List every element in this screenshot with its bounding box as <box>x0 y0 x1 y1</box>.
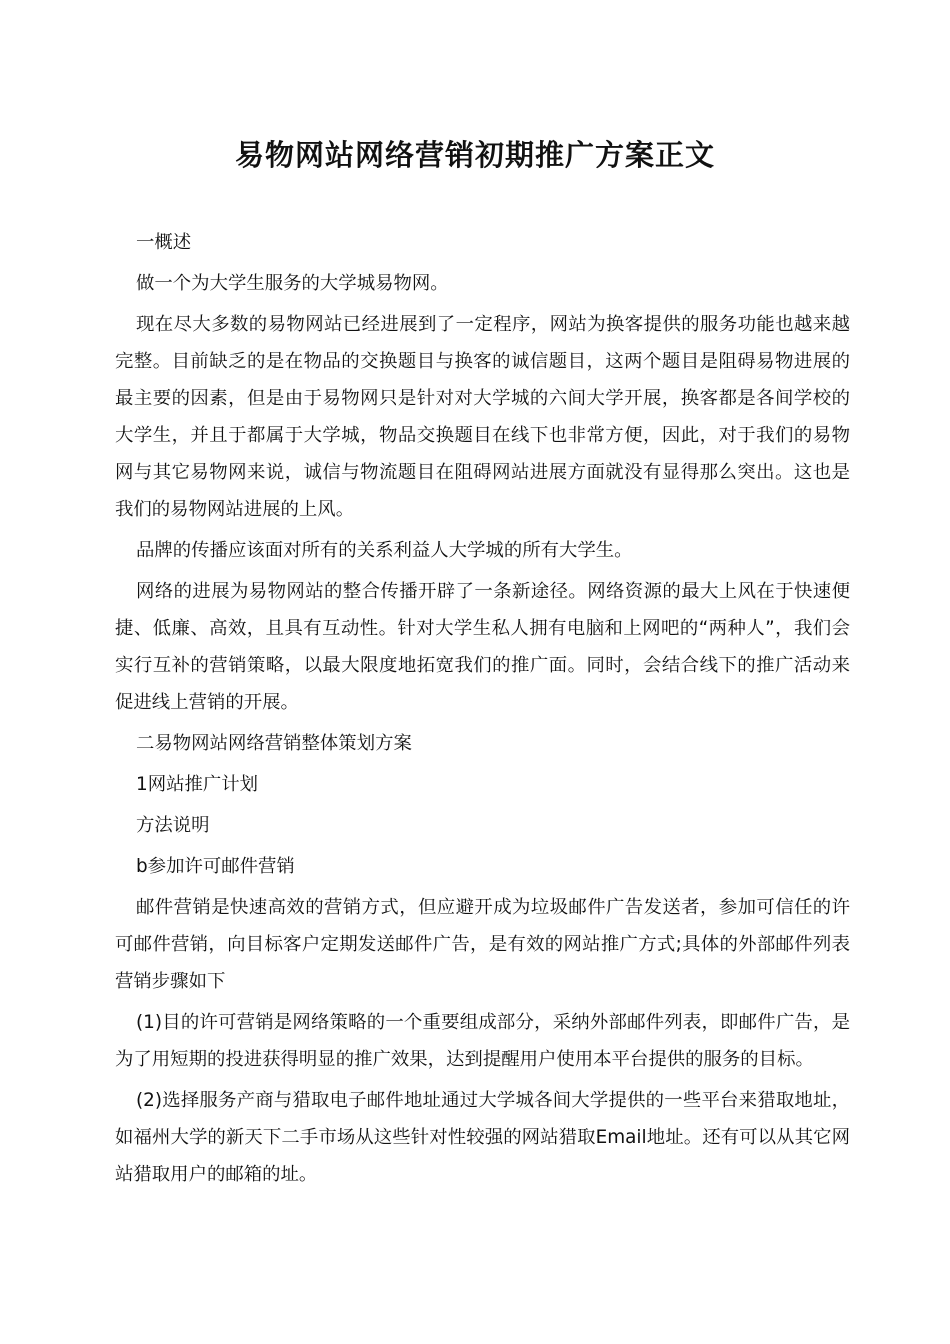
paragraph: 邮件营销是快速高效的营销方式，但应避开成为垃圾邮件广告发送者，参加可信任的许可邮件营销，向目标客户定期发送邮件广告，是有效的网站推广方式;具体的外部邮件列表营销步骤如下 <box>115 897 850 992</box>
document-body <box>115 224 850 1197</box>
list-item: (1)目的许可营销是网络策略的一个重要组成部分，采纳外部邮件列表，即邮件广告，是为了用短期的投进获得明显的推广效果，达到提醒用户使用本平台提供的服务的目标。 <box>115 1012 850 1070</box>
paragraph: 做一个为大学生服务的大学城易物网。 <box>136 273 449 294</box>
list-item: (2)选择服务产商与猎取电子邮件地址通过大学城各间大学提供的一些平台来猎取地址，如福州大学的新天下二手市场从这些针对性较强的网站猎取Email地址。还有可以从其它网站猎取用户的邮箱的址。 <box>115 1090 850 1185</box>
paragraph: 品牌的传播应该面对所有的关系利益人大学城的所有大学生。 <box>136 540 633 561</box>
section-heading-plan: 二易物网站网络营销整体策划方案 <box>136 733 412 754</box>
section-heading-overview: 一概述 <box>136 232 192 253</box>
document-title: 易物网站网络营销初期推广方案正文 <box>234 138 715 172</box>
subheading-email-marketing: b参加许可邮件营销 <box>136 856 295 877</box>
paragraph: 现在尽大多数的易物网站已经进展到了一定程序，网站为换客提供的服务功能也越来越完整。目前缺乏的是在物品的交换题目与换客的诚信题目，这两个题目是阻碍易物进展的最主要的因素，但是由于易物网只是针对对大学城的六间大学开展，换客都是各间学校的大学生，并且于都属于大学城，物品交换题目在线下也非常方便，因此，对于我们的易物网与其它易物网来说，诚信与物流题目在阻碍网站进展方面就没有显得那么突出。这也是我们的易物网站进展的上风。 <box>115 314 850 520</box>
subheading-promotion-plan: 1网站推广计划 <box>136 774 259 795</box>
paragraph: 网络的进展为易物网站的整合传播开辟了一条新途径。网络资源的最大上风在于快速便捷、低廉、高效，且具有互动性。针对大学生私人拥有电脑和上网吧的“两种人”，我们会实行互补的营销策略，以最大限度地拓宽我们的推广面。同时，会结合线下的推广活动来促进线上营销的开展。 <box>115 581 850 713</box>
subheading-method: 方法说明 <box>136 815 210 836</box>
